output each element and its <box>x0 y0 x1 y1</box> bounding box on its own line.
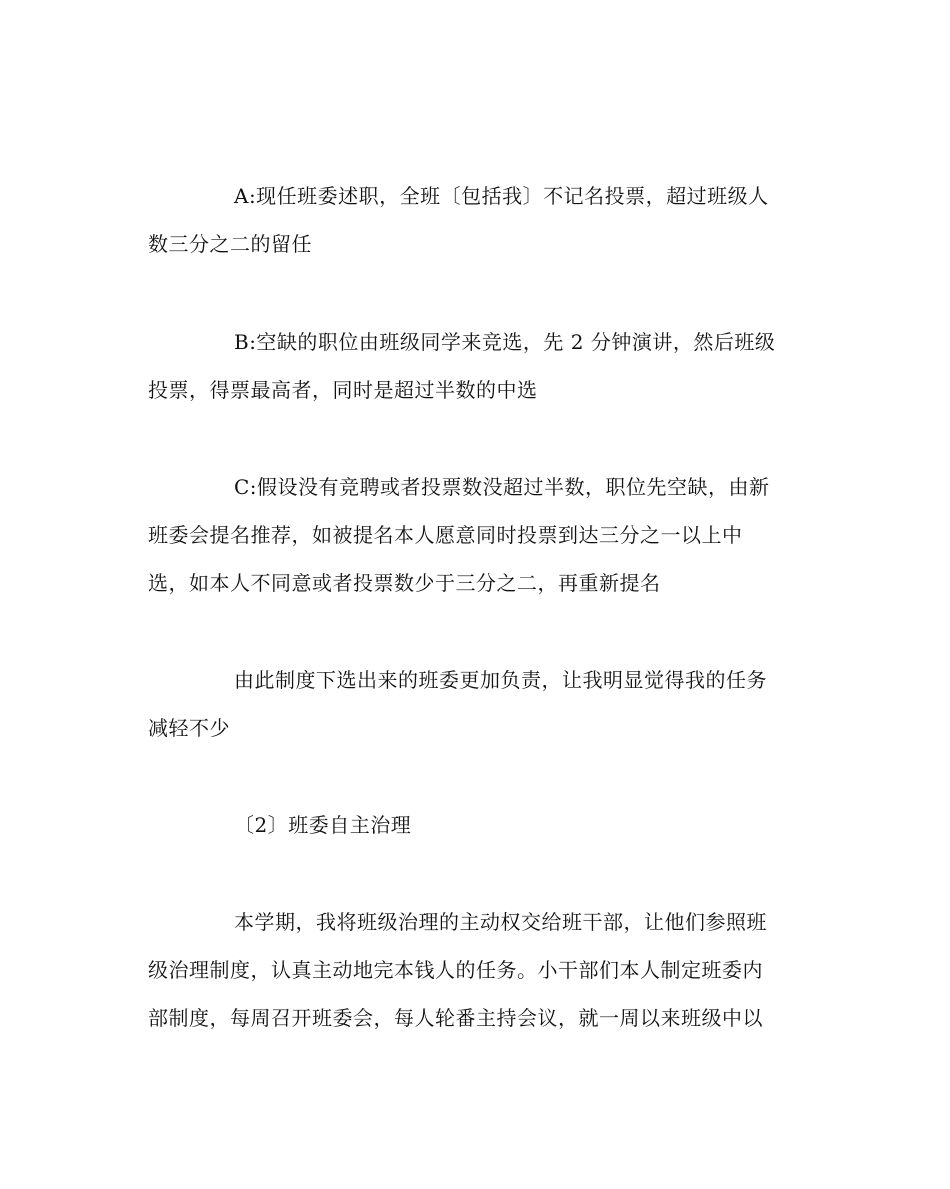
paragraph-line: 级治理制度，认真主动地完本钱人的任务。小干部们本人制定班委内 <box>148 958 763 982</box>
section-heading <box>148 801 808 849</box>
paragraph-line: 部制度，每周召开班委会，每人轮番主持会议，就一周以来班级中以 <box>148 1006 763 1030</box>
paragraph-line: 减轻不少 <box>148 716 230 740</box>
paragraph-line: 投票，得票最高者，同时是超过半数的中选 <box>148 378 538 402</box>
paragraph-self-management <box>148 898 808 1042</box>
paragraph-line: 数三分之二的留任 <box>148 232 312 256</box>
paragraph-b <box>148 318 808 414</box>
paragraph-line: C:假设没有竞聘或者投票数没超过半数，职位先空缺，由新 <box>234 475 770 499</box>
paragraph-line: A:现任班委述职，全班〔包括我〕不记名投票，超过班级人 <box>234 184 769 208</box>
paragraph-line: 本学期，我将班级治理的主动权交给班干部，让他们参照班 <box>234 910 767 934</box>
paragraph-line: 班委会提名推荐，如被提名本人愿意同时投票到达三分之一以上中 <box>148 523 743 547</box>
paragraph-a <box>148 172 808 268</box>
paragraph-summary <box>148 656 808 752</box>
paragraph-line: 选，如本人不同意或者投票数少于三分之二，再重新提名 <box>148 571 661 595</box>
paragraph-line: 由此制度下选出来的班委更加负责，让我明显觉得我的任务 <box>234 668 767 692</box>
section-heading-text: 〔2〕班委自主治理 <box>234 813 412 837</box>
paragraph-c <box>148 463 808 607</box>
paragraph-line: B:空缺的职位由班级同学来竞选，先 2 分钟演讲，然后班级 <box>234 330 776 354</box>
